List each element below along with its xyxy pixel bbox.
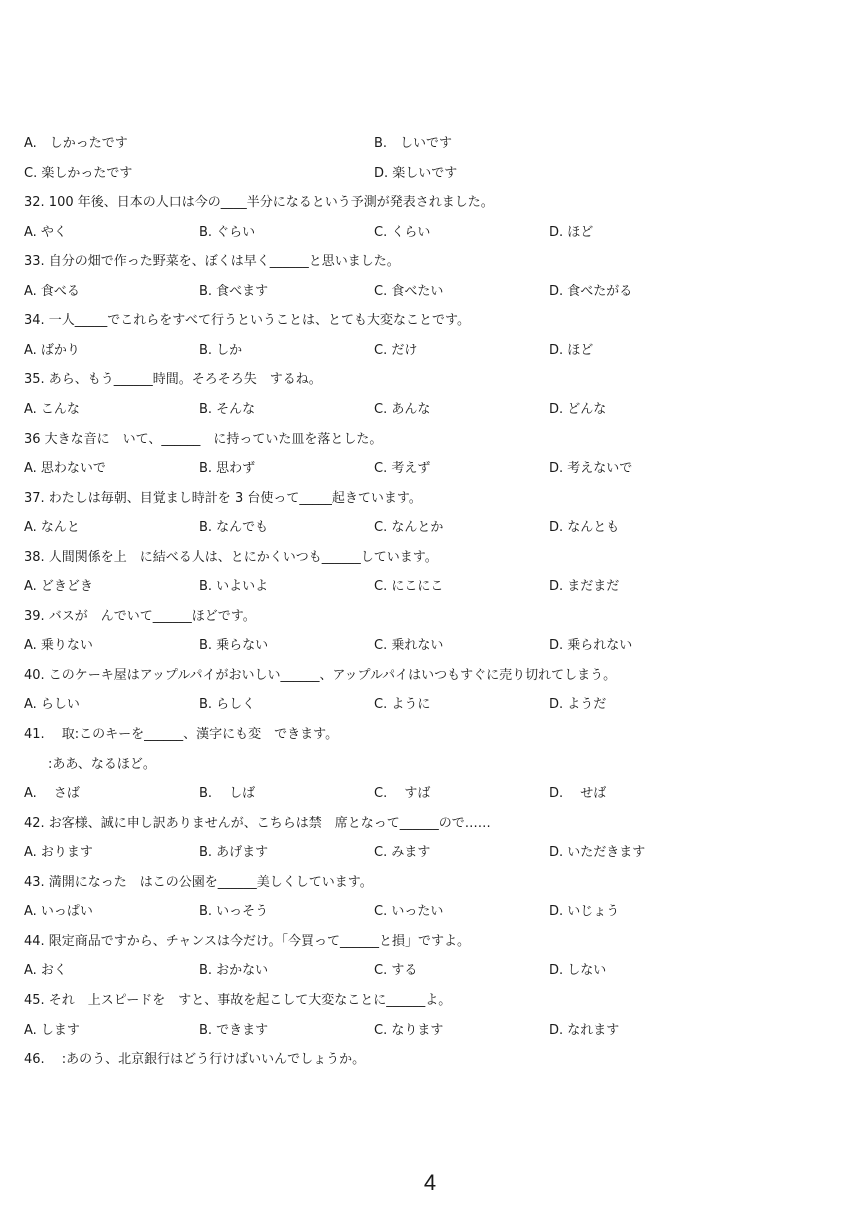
answer-option: A. おく: [24, 963, 67, 978]
answer-options: [24, 841, 824, 865]
answer-option: D. 乗られない: [549, 638, 633, 653]
question-text: 35. あら、もう______時間。そろそろ失 するね。: [24, 372, 322, 387]
answer-option: B. いっそう: [199, 904, 269, 919]
answer-option: B. いよいよ: [199, 579, 269, 594]
answer-option: A. ばかり: [24, 343, 80, 358]
answer-option: C. 乗れない: [374, 638, 444, 653]
answer-option: C. 考えず: [374, 461, 431, 476]
answer-options: [24, 162, 824, 186]
answer-option: C. すば: [374, 786, 431, 801]
question-text: 40. このケーキ屋はアップルパイがおいしい______、アップルパイはいつもすぐに売り切れてしまう。: [24, 668, 617, 683]
answer-option: A. します: [24, 1023, 80, 1038]
question-continuation: :ああ、なるほど。: [48, 757, 156, 772]
answer-option: D. まだまだ: [549, 579, 620, 594]
question-text: 36 大きな音に いて、______ に持っていた皿を落とした。: [24, 432, 383, 447]
answer-option: C. あんな: [374, 402, 431, 417]
answer-option: A. 食べる: [24, 284, 80, 299]
answer-options: [24, 339, 824, 363]
question-text: 34. 一人_____でこれらをすべて行うということは、とても大変なことです。: [24, 313, 471, 328]
answer-option: B. しば: [199, 786, 256, 801]
answer-option: D. せば: [549, 786, 607, 801]
answer-options: [24, 516, 824, 540]
answer-option: A. どきどき: [24, 579, 93, 594]
answer-option: C. みます: [374, 845, 431, 860]
question-text: 43. 満開になった はこの公園を______美しくしています。: [24, 875, 373, 890]
answer-option: C. 食べたい: [374, 284, 444, 299]
answer-option: B. 食べます: [199, 284, 269, 299]
answer-option: A. らしい: [24, 697, 80, 712]
question-text: 44. 限定商品ですから、チャンスは今だけ。「今買って______と損」ですよ。: [24, 934, 471, 949]
question-text: 37. わたしは毎朝、目覚まし時計を 3 台使って_____起きています。: [24, 491, 422, 506]
answer-option: D. どんな: [549, 402, 607, 417]
answer-option: A. こんな: [24, 402, 80, 417]
answer-option: B. そんな: [199, 402, 256, 417]
answer-option: D. ほど: [549, 343, 594, 358]
answer-option: B. しか: [199, 343, 243, 358]
answer-option: C. くらい: [374, 225, 431, 240]
answer-options: [24, 398, 824, 422]
answer-option: A. やく: [24, 225, 67, 240]
answer-options: [24, 132, 824, 156]
answer-option: C. する: [374, 963, 418, 978]
answer-option: D. ほど: [549, 225, 594, 240]
answer-option: A. なんと: [24, 520, 80, 535]
answer-option: C. にこにこ: [374, 579, 444, 594]
answer-option: A. 思わないで: [24, 461, 106, 476]
answer-option: D. 楽しいです: [374, 166, 458, 181]
answer-option: C. なんとか: [374, 520, 444, 535]
answer-option: D. しない: [549, 963, 607, 978]
answer-option: A. いっぱい: [24, 904, 93, 919]
question-text: 45. それ 上スピードを すと、事故を起こして大変なことに______よ。: [24, 993, 452, 1008]
answer-options: [24, 634, 824, 658]
answer-option: B. らしく: [199, 697, 256, 712]
answer-option: B. 乗らない: [199, 638, 269, 653]
answer-options: [24, 457, 824, 481]
question-text: 33. 自分の畑で作った野菜を、ぼくは早く______と思いました。: [24, 254, 400, 269]
answer-option: C. だけ: [374, 343, 418, 358]
question-text: 46. :あのう、北京銀行はどう行けばいいんでしょうか。: [24, 1052, 366, 1067]
answer-options: [24, 782, 824, 806]
page-number: 4: [423, 1170, 437, 1195]
question-text: 32. 100 年後、日本の人口は今の____半分になるという予測が発表されました。: [24, 195, 494, 210]
answer-option: D. いじょう: [549, 904, 620, 919]
question-text: 42. お客様、誠に申し訳ありませんが、こちらは禁 席となって______ので……: [24, 816, 491, 831]
answer-option: A. 乗りない: [24, 638, 93, 653]
answer-option: D. 食べたがる: [549, 284, 633, 299]
answer-options: [24, 900, 824, 924]
answer-options: [24, 1019, 824, 1043]
answer-option: C. ように: [374, 697, 431, 712]
answer-option: A. しかったです: [24, 136, 128, 151]
answer-option: D. 考えないで: [549, 461, 633, 476]
answer-option: B. なんでも: [199, 520, 269, 535]
answer-option: C. 楽しかったです: [24, 166, 133, 181]
answer-option: D. なんとも: [549, 520, 620, 535]
answer-option: B. できます: [199, 1023, 269, 1038]
answer-option: C. なります: [374, 1023, 444, 1038]
answer-option: B. 思わず: [199, 461, 256, 476]
answer-options: [24, 693, 824, 717]
answer-option: B. あげます: [199, 845, 269, 860]
answer-option: D. いただきます: [549, 845, 646, 860]
answer-option: A. さば: [24, 786, 80, 801]
question-text: 39. バスが んでいて______ほどです。: [24, 609, 256, 624]
answer-options: [24, 959, 824, 983]
answer-option: C. いったい: [374, 904, 444, 919]
answer-options: [24, 575, 824, 599]
answer-options: [24, 221, 824, 245]
answer-option: B. ぐらい: [199, 225, 256, 240]
answer-option: B. しいです: [374, 136, 453, 151]
answer-option: D. ようだ: [549, 697, 607, 712]
answer-options: [24, 280, 824, 304]
answer-option: D. なれます: [549, 1023, 620, 1038]
question-text: 41. 取:このキーを______、漢字にも変 できます。: [24, 727, 339, 742]
answer-option: B. おかない: [199, 963, 269, 978]
question-text: 38. 人間関係を上 に結べる人は、とにかくいつも______しています。: [24, 550, 438, 565]
answer-option: A. おります: [24, 845, 93, 860]
